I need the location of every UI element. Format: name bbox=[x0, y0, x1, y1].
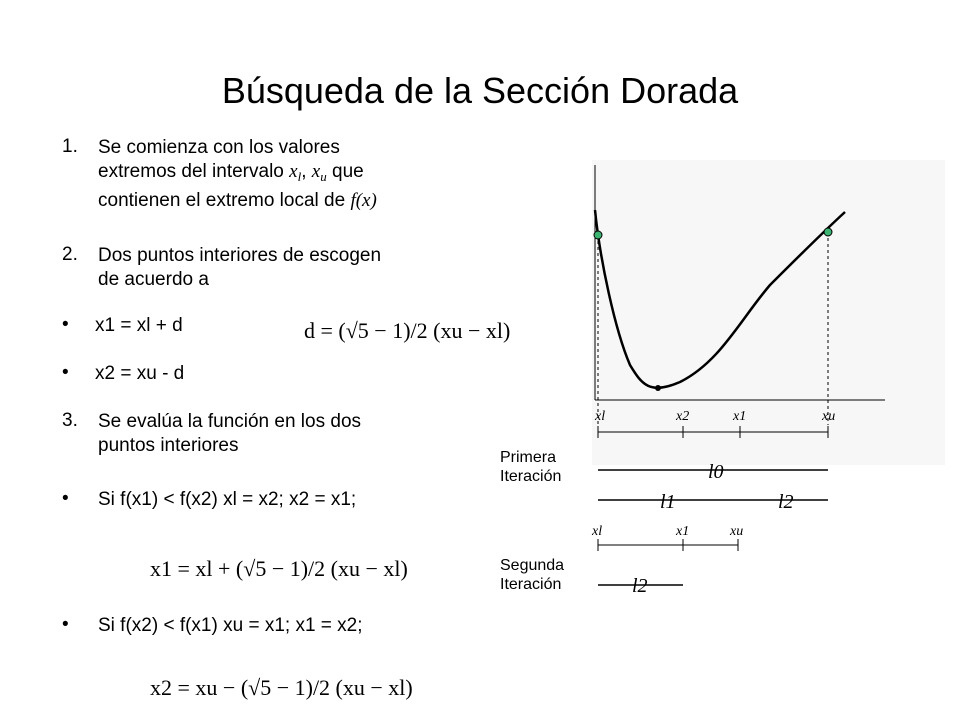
equation-x2: x2 = xu − (√5 − 1)/2 (xu − xl) bbox=[150, 675, 413, 700]
condition-1: Si f(x1) < f(x2) xl = x2; x2 = x1; bbox=[98, 489, 357, 510]
equation-d: d = (√5 − 1)/2 (xu − xl) bbox=[304, 318, 511, 343]
equation-x1: x1 = xl + (√5 − 1)/2 (xu − xl) bbox=[150, 556, 408, 581]
second-label-x1: x1 bbox=[676, 524, 690, 539]
label-l0: l0 bbox=[708, 461, 724, 483]
bullet-dot: • bbox=[62, 488, 69, 509]
step-1-number: 1. bbox=[62, 136, 78, 157]
condition-2: Si f(x2) < f(x1) xu = x1; x1 = x2; bbox=[98, 615, 363, 636]
step-2-line-2: de acuerdo a bbox=[98, 269, 209, 290]
label-l2: l2 bbox=[778, 491, 794, 513]
label-xu: xu bbox=[822, 409, 836, 424]
step-1-line-3: contienen el extremo local de f(x) bbox=[98, 190, 377, 211]
function-curve bbox=[595, 210, 845, 388]
slide-title: Búsqueda de la Sección Dorada bbox=[221, 70, 739, 111]
point-xl bbox=[594, 231, 602, 239]
step-3-number: 3. bbox=[62, 410, 78, 431]
label-x2: x2 bbox=[676, 409, 690, 424]
second-label-xu: xu bbox=[730, 524, 744, 539]
bullet-dot: • bbox=[62, 614, 69, 635]
label-segunda-iteracion: Segunda Iteración bbox=[500, 557, 565, 593]
step-2-line-1: Dos puntos interiores de escogen bbox=[98, 245, 382, 266]
label-xl: xl bbox=[595, 409, 606, 424]
label-l1: l1 bbox=[660, 491, 676, 513]
step-1-line-2: extremos del intervalo $x_l$, $x_u$ que bbox=[98, 161, 364, 184]
step-1-line-1: Se comienza con los valores bbox=[98, 137, 340, 158]
label-x1: x1 bbox=[733, 409, 747, 424]
second-label-xl: xl bbox=[592, 524, 603, 539]
label-primera-iteracion: Primera Iteración bbox=[500, 449, 562, 485]
bullet-x1: x1 = xl + d bbox=[95, 315, 183, 336]
bullet-dot: • bbox=[62, 314, 69, 335]
bullet-x2: x2 = xu - d bbox=[95, 363, 185, 384]
second-label-l2: l2 bbox=[632, 575, 648, 597]
step-3-line-1: Se evalúa la función en los dos bbox=[98, 411, 362, 432]
step-3-line-2: puntos interiores bbox=[98, 435, 239, 456]
point-xu bbox=[824, 228, 832, 236]
step-2-number: 2. bbox=[62, 244, 78, 265]
bullet-dot: • bbox=[62, 362, 69, 383]
minimum-point bbox=[655, 385, 661, 391]
